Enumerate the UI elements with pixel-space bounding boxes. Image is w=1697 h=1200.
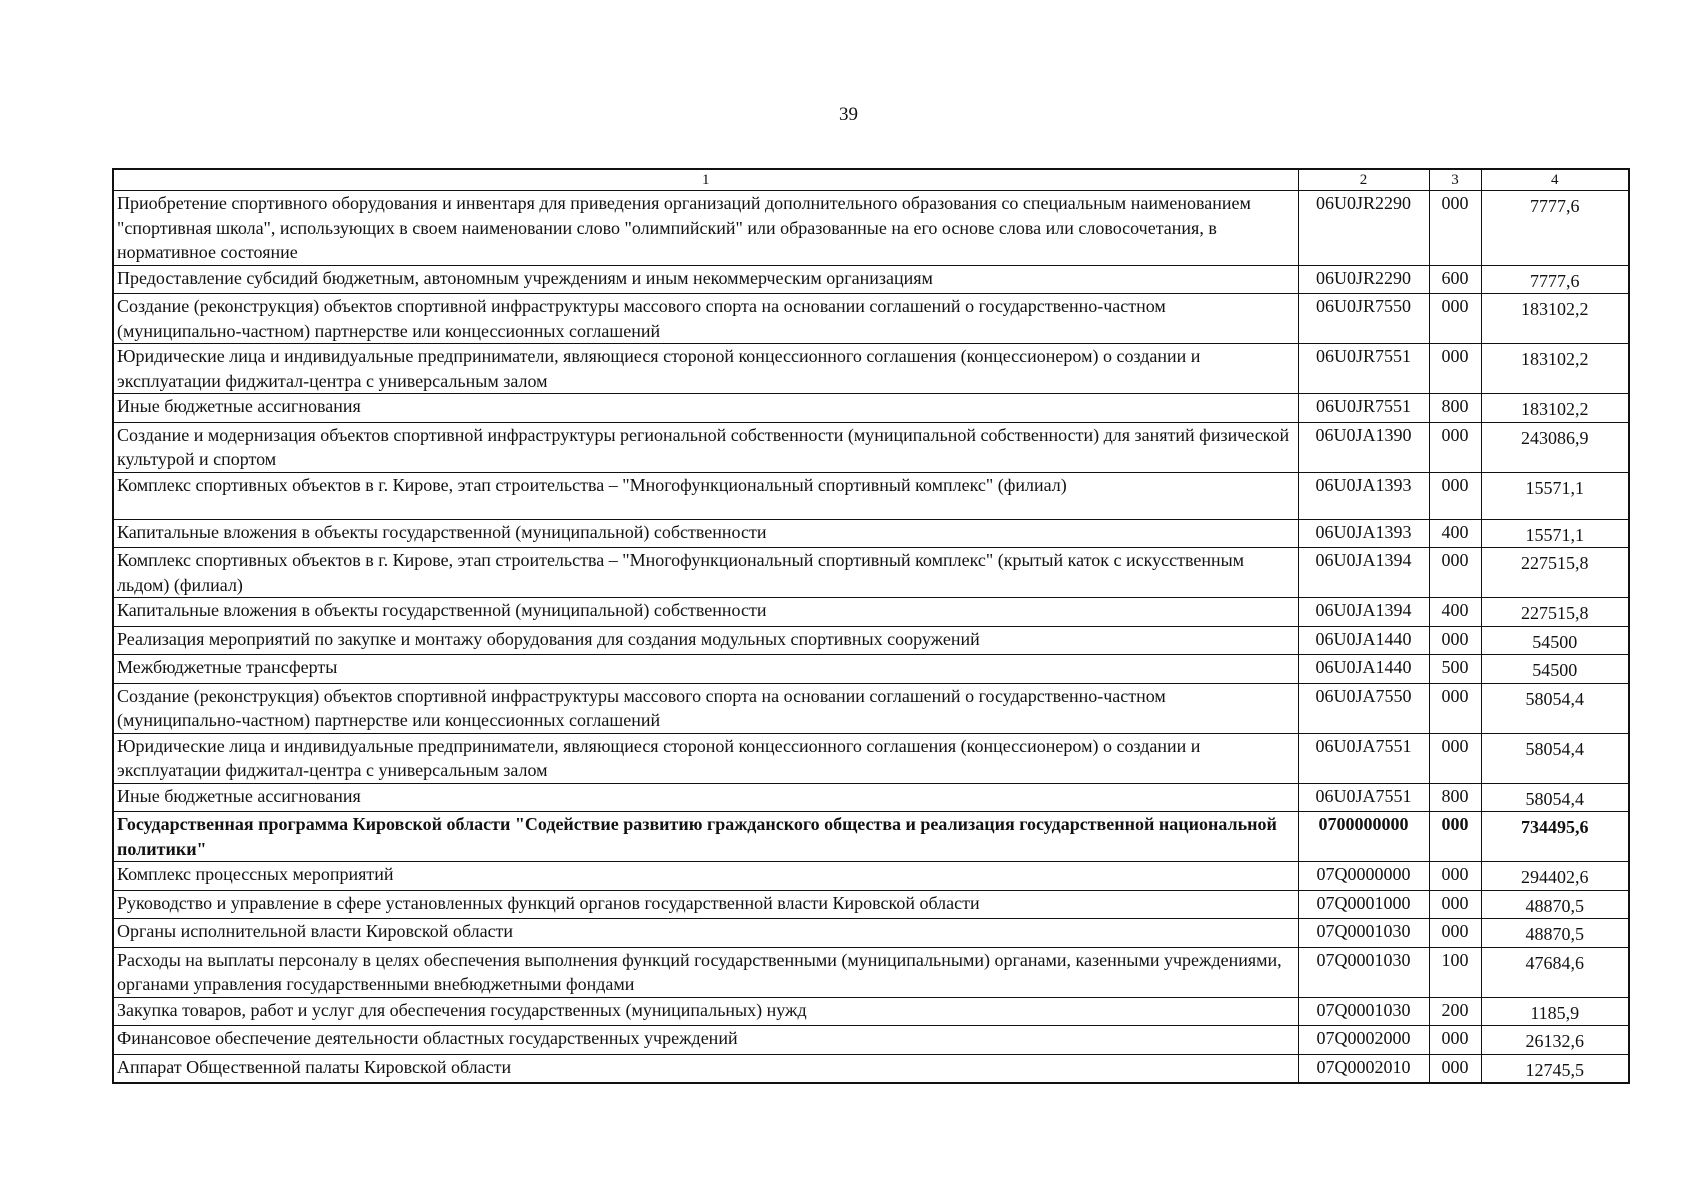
row-code-cell: 06U0JR7551 [1298,344,1429,394]
table-row [113,812,1629,862]
row-code-cell: 06U0JR2290 [1298,265,1429,294]
table-row [113,422,1629,472]
row-amount-cell: 47684,6 [1481,947,1629,997]
row-amount-cell: 58054,4 [1481,683,1629,733]
table-row [113,394,1629,423]
table-row [113,626,1629,655]
row-code-cell: 0700000000 [1298,812,1429,862]
row-kvr-cell: 600 [1429,265,1481,294]
row-amount-cell: 58054,4 [1481,783,1629,812]
row-kvr-cell: 000 [1429,812,1481,862]
row-amount-cell: 15571,1 [1481,519,1629,548]
row-name-cell: Создание и модернизация объектов спортивной инфраструктуры региональной собственности (муниципальной собственности) для занятий физической культурой и спортом [113,422,1298,472]
table-row [113,890,1629,919]
table-row [113,683,1629,733]
row-kvr-cell: 400 [1429,598,1481,627]
row-kvr-cell: 000 [1429,191,1481,266]
row-amount-cell: 734495,6 [1481,812,1629,862]
row-amount-cell: 54500 [1481,626,1629,655]
row-code-cell: 07Q0001000 [1298,890,1429,919]
table-row [113,472,1629,519]
budget-table-container [112,168,1628,1084]
table-row [113,294,1629,344]
row-amount-cell: 243086,9 [1481,422,1629,472]
row-code-cell: 07Q0002010 [1298,1054,1429,1083]
table-row [113,655,1629,684]
row-amount-cell: 48870,5 [1481,919,1629,948]
row-amount-cell: 26132,6 [1481,1026,1629,1055]
row-kvr-cell: 000 [1429,862,1481,891]
table-row [113,598,1629,627]
row-kvr-cell: 800 [1429,783,1481,812]
row-code-cell: 06U0JA1394 [1298,548,1429,598]
row-amount-cell: 7777,6 [1481,265,1629,294]
row-kvr-cell: 000 [1429,548,1481,598]
row-name-cell: Межбюджетные трансферты [113,655,1298,684]
row-code-cell: 07Q0002000 [1298,1026,1429,1055]
row-name-cell: Расходы на выплаты персоналу в целях обеспечения выполнения функций государственными (муниципальными) органами, казенными учреждениями, органами управления государственными внебюджетными фондами [113,947,1298,997]
row-kvr-cell: 000 [1429,683,1481,733]
row-kvr-cell: 000 [1429,890,1481,919]
row-code-cell: 07Q0001030 [1298,919,1429,948]
row-amount-cell: 294402,6 [1481,862,1629,891]
row-name-cell: Аппарат Общественной палаты Кировской области [113,1054,1298,1083]
row-name-cell: Юридические лица и индивидуальные предприниматели, являющиеся стороной концессионного соглашения (концессионером) о создании и эксплуатации фиджитал-центра с универсальным залом [113,733,1298,783]
row-amount-cell: 1185,9 [1481,997,1629,1026]
row-name-cell: Комплекс спортивных объектов в г. Кирове, этап строительства – "Многофункциональный спортивный комплекс" (филиал) [113,472,1298,519]
row-name-cell: Реализация мероприятий по закупке и монтажу оборудования для создания модульных спортивных сооружений [113,626,1298,655]
row-kvr-cell: 000 [1429,472,1481,519]
header-row [113,169,1629,191]
table-row [113,191,1629,266]
row-code-cell: 06U0JA1393 [1298,519,1429,548]
row-name-cell: Закупка товаров, работ и услуг для обеспечения государственных (муниципальных) нужд [113,997,1298,1026]
row-kvr-cell: 000 [1429,626,1481,655]
table-row [113,783,1629,812]
row-name-cell: Приобретение спортивного оборудования и инвентаря для приведения организаций дополнительного образования со специальным наименованием "спортивная школа", использующих в своем наименовании слово "олимпийский" или образованные на его основе слова или словосочетания, в нормативное состояние [113,191,1298,266]
row-code-cell: 07Q0001030 [1298,997,1429,1026]
row-code-cell: 06U0JR7550 [1298,294,1429,344]
budget-table [112,168,1630,1084]
table-row [113,1054,1629,1083]
row-amount-cell: 183102,2 [1481,344,1629,394]
row-kvr-cell: 000 [1429,294,1481,344]
row-kvr-cell: 000 [1429,344,1481,394]
table-row [113,265,1629,294]
row-kvr-cell: 000 [1429,919,1481,948]
table-body [113,191,1629,1084]
column-header-1: 1 [113,169,1298,191]
row-name-cell: Капитальные вложения в объекты государственной (муниципальной) собственности [113,519,1298,548]
row-kvr-cell: 000 [1429,733,1481,783]
row-amount-cell: 183102,2 [1481,394,1629,423]
table-row [113,1026,1629,1055]
table-row [113,344,1629,394]
table-row [113,997,1629,1026]
row-kvr-cell: 200 [1429,997,1481,1026]
row-name-cell: Создание (реконструкция) объектов спортивной инфраструктуры массового спорта на основании соглашений о государственно-частном (муниципально-частном) партнерстве или концессионных соглашений [113,294,1298,344]
row-code-cell: 06U0JA7551 [1298,783,1429,812]
row-code-cell: 06U0JA1394 [1298,598,1429,627]
row-name-cell: Предоставление субсидий бюджетным, автономным учреждениям и иным некоммерческим организациям [113,265,1298,294]
row-code-cell: 07Q0000000 [1298,862,1429,891]
row-code-cell: 06U0JR7551 [1298,394,1429,423]
row-code-cell: 06U0JA1440 [1298,655,1429,684]
row-name-cell: Капитальные вложения в объекты государственной (муниципальной) собственности [113,598,1298,627]
table-row [113,862,1629,891]
row-code-cell: 06U0JR2290 [1298,191,1429,266]
table-header [113,169,1629,191]
row-name-cell: Юридические лица и индивидуальные предприниматели, являющиеся стороной концессионного соглашения (концессионером) о создании и эксплуатации фиджитал-центра с универсальным залом [113,344,1298,394]
table-row [113,733,1629,783]
column-header-2: 2 [1298,169,1429,191]
row-amount-cell: 183102,2 [1481,294,1629,344]
row-amount-cell: 54500 [1481,655,1629,684]
row-code-cell: 06U0JA1390 [1298,422,1429,472]
row-name-cell: Финансовое обеспечение деятельности областных государственных учреждений [113,1026,1298,1055]
row-name-cell: Создание (реконструкция) объектов спортивной инфраструктуры массового спорта на основании соглашений о государственно-частном (муниципально-частном) партнерстве или концессионных соглашений [113,683,1298,733]
table-row [113,947,1629,997]
row-kvr-cell: 000 [1429,1054,1481,1083]
row-amount-cell: 15571,1 [1481,472,1629,519]
row-kvr-cell: 400 [1429,519,1481,548]
row-name-cell: Иные бюджетные ассигнования [113,783,1298,812]
table-row [113,548,1629,598]
column-header-3: 3 [1429,169,1481,191]
row-kvr-cell: 100 [1429,947,1481,997]
row-name-cell: Руководство и управление в сфере установленных функций органов государственной власти Кировской области [113,890,1298,919]
table-row [113,519,1629,548]
row-code-cell: 07Q0001030 [1298,947,1429,997]
row-amount-cell: 7777,6 [1481,191,1629,266]
row-kvr-cell: 000 [1429,1026,1481,1055]
row-amount-cell: 227515,8 [1481,548,1629,598]
row-kvr-cell: 800 [1429,394,1481,423]
row-kvr-cell: 000 [1429,422,1481,472]
row-amount-cell: 12745,5 [1481,1054,1629,1083]
page-number: 39 [839,104,858,125]
row-code-cell: 06U0JA1440 [1298,626,1429,655]
row-name-cell: Государственная программа Кировской области "Содействие развитию гражданского общества и реализация государственной национальной политики" [113,812,1298,862]
column-header-4: 4 [1481,169,1629,191]
row-amount-cell: 48870,5 [1481,890,1629,919]
table-row [113,919,1629,948]
row-code-cell: 06U0JA7550 [1298,683,1429,733]
row-name-cell: Комплекс спортивных объектов в г. Кирове, этап строительства – "Многофункциональный спортивный комплекс" (крытый каток с искусственным льдом) (филиал) [113,548,1298,598]
row-code-cell: 06U0JA1393 [1298,472,1429,519]
row-code-cell: 06U0JA7551 [1298,733,1429,783]
row-name-cell: Иные бюджетные ассигнования [113,394,1298,423]
row-amount-cell: 58054,4 [1481,733,1629,783]
row-name-cell: Комплекс процессных мероприятий [113,862,1298,891]
row-name-cell: Органы исполнительной власти Кировской области [113,919,1298,948]
row-kvr-cell: 500 [1429,655,1481,684]
row-amount-cell: 227515,8 [1481,598,1629,627]
